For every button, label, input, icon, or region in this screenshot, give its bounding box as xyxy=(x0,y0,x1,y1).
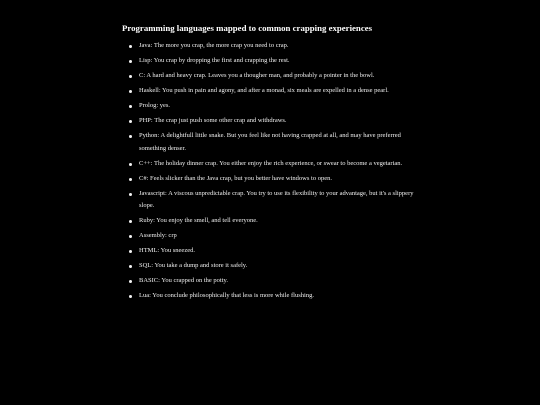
list-item xyxy=(122,40,422,53)
list-item-text: Java: The more you crap, the more crap you need to crap. xyxy=(139,42,289,49)
list-item xyxy=(122,55,422,68)
list-item-text: Ruby: You enjoy the smell, and tell everyone. xyxy=(139,217,258,225)
language-list xyxy=(122,40,422,305)
list-item-text: SQL: You take a dump and store it safely. xyxy=(139,262,248,270)
list-item xyxy=(122,130,422,155)
list-item-text: C: A hard and heavy crap. Leaves you a thougher man, and probably a pointer in the bowl. xyxy=(139,72,375,79)
list-item xyxy=(122,85,422,98)
list-item xyxy=(122,100,422,113)
list-item xyxy=(122,215,422,228)
bullet-icon xyxy=(129,45,132,48)
list-item-text: Prolog: yes. xyxy=(139,102,171,109)
list-item xyxy=(122,290,422,303)
list-item-text: HTML: You sneezed. xyxy=(139,247,195,255)
bullet-icon xyxy=(129,60,132,63)
list-item xyxy=(122,173,422,186)
list-item-text: C#: Feels slicker than the Java crap, but you better have windows to open. xyxy=(139,174,332,182)
bullet-icon xyxy=(129,193,132,196)
bullet-icon xyxy=(129,75,132,78)
bullet-icon xyxy=(129,120,132,123)
list-item-text: Javascript: A viscous unpredictable crap. You try to use its flexibility to your advantage, but it's a slippery slope. xyxy=(139,189,414,210)
list-item xyxy=(122,260,422,273)
list-item-text: C++: The holiday dinner crap. You either enjoy the rich experience, or swear to become a vegetarian. xyxy=(139,159,403,167)
list-item-text: Python: A delightfull little snake. But you feel like not having crapped at all, and may have preferred something denser. xyxy=(139,132,401,152)
list-item xyxy=(122,70,422,83)
list-item xyxy=(122,245,422,258)
list-item-text: Lisp: You crap by dropping the first and crapping the rest. xyxy=(139,57,290,64)
bullet-icon xyxy=(129,295,132,298)
list-item xyxy=(122,188,422,213)
list-item xyxy=(122,158,422,171)
bullet-icon xyxy=(129,105,132,108)
bullet-icon xyxy=(129,235,132,238)
page-title: Programming languages mapped to common crapping experiences xyxy=(122,23,373,33)
list-item xyxy=(122,275,422,288)
bullet-icon xyxy=(129,135,132,138)
bullet-icon xyxy=(129,220,132,223)
bullet-icon xyxy=(129,163,132,166)
list-item xyxy=(122,115,422,128)
list-item-text: Assembly: crp xyxy=(139,232,177,240)
bullet-icon xyxy=(129,178,132,181)
bullet-icon xyxy=(129,90,132,93)
list-item-text: Haskell: You push in pain and agony, and after a monad, six meals are expelled in a dense pearl. xyxy=(139,87,389,94)
bullet-icon xyxy=(129,250,132,253)
bullet-icon xyxy=(129,265,132,268)
list-item-text: PHP: The crap just push some other crap and withdraws. xyxy=(139,117,287,124)
list-item-text: BASIC: You crapped on the potty. xyxy=(139,277,228,285)
bullet-icon xyxy=(129,280,132,283)
list-item-text: Lua: You conclude philosophically that less is more while flushing. xyxy=(139,292,314,300)
list-item xyxy=(122,230,422,243)
